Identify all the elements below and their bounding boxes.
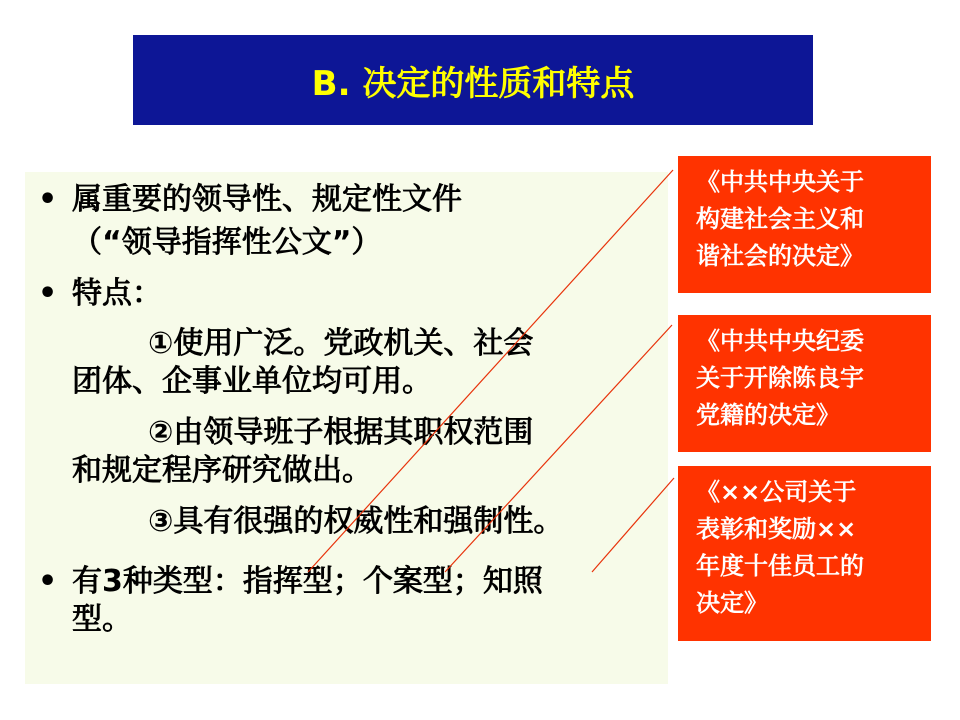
callout-example-3 — [678, 466, 931, 641]
callout-1-line-2: 构建社会主义和 — [696, 205, 864, 233]
feature-2-line-1: ②由领导班子根据其职权范围 — [148, 415, 534, 450]
callout-2-line-1: 《中共中央纪委 — [696, 327, 864, 355]
feature-3-line-1: ③具有很强的权威性和强制性。 — [148, 504, 564, 539]
callout-1-line-1: 《中共中央关于 — [696, 168, 864, 196]
bullet-3-line-1: 有3种类型：指挥型；个案型；知照 — [72, 564, 543, 599]
connector-line-1 — [308, 170, 673, 572]
bullet-1-line-2: （“领导指挥性公文”） — [72, 225, 382, 260]
slide-title: B. 决定的性质和特点 — [311, 63, 635, 104]
connector-line-3 — [592, 478, 674, 572]
callout-2-line-2: 关于开除陈良宇 — [696, 364, 864, 392]
feature-1-line-1: ①使用广泛。党政机关、社会 — [148, 326, 534, 361]
bullet-dot: • — [38, 564, 58, 599]
callout-3-line-1: 《××公司关于 — [696, 478, 857, 506]
feature-1-line-2: 团体、企事业单位均可用。 — [72, 364, 432, 399]
feature-2-line-2: 和规定程序研究做出。 — [72, 453, 372, 488]
connector-line-2 — [445, 325, 672, 572]
callout-3-line-2: 表彰和奖励×× — [696, 515, 857, 543]
bullet-3-line-2: 型。 — [72, 602, 132, 637]
callout-example-2 — [678, 315, 931, 452]
callout-1-line-3: 谐社会的决定》 — [696, 242, 864, 270]
callout-example-1 — [678, 156, 931, 293]
callout-3-line-3: 年度十佳员工的 — [696, 552, 864, 580]
bullet-dot: • — [38, 182, 58, 217]
bullet-1-line-1: 属重要的领导性、规定性文件 — [72, 182, 462, 217]
bullet-dot: • — [38, 276, 58, 311]
callout-2-line-3: 党籍的决定》 — [696, 401, 840, 429]
callout-3-line-4: 决定》 — [696, 589, 768, 617]
bullet-2-heading: 特点： — [72, 276, 162, 311]
